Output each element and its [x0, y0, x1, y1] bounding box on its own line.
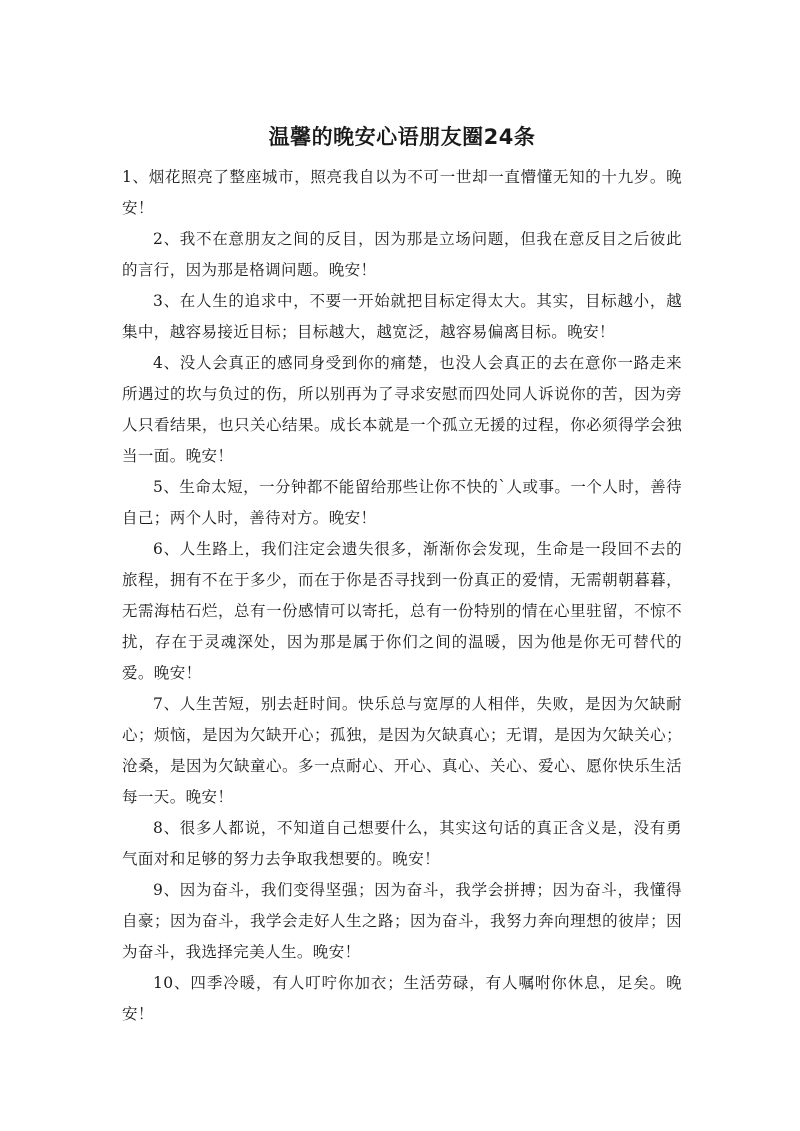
paragraph-3: 3、在人生的追求中，不要一开始就把目标定得太大。其实，目标越小，越集中，越容易接近目标；目标越大，越宽泛，越容易偏离目标。晚安！: [122, 292, 682, 341]
paragraph-7: 7、人生苦短，别去赶时间。快乐总与宽厚的人相伴，失败，是因为欠缺耐心；烦恼，是因为欠缺开心；孤独，是因为欠缺真心；无谓，是因为欠缺关心；沧桑，是因为欠缺童心。多一点耐心、开心、真心、关心、爱心、愿你快乐生活每一天。晚安！: [122, 695, 682, 806]
paragraph-9: 9、因为奋斗，我们变得坚强；因为奋斗，我学会拼搏；因为奋斗，我懂得自豪；因为奋斗，我学会走好人生之路；因为奋斗，我努力奔向理想的彼岸；因为奋斗，我选择完美人生。晚安！: [122, 881, 682, 961]
paragraph-4: 4、没人会真正的感同身受到你的痛楚，也没人会真正的去在意你一路走来所遇过的坎与负过的伤，所以别再为了寻求安慰而四处同人诉说你的苦，因为旁人只看结果，也只关心结果。成长本就是一个孤立无援的过程，你必须得学会独当一面。晚安！: [122, 354, 682, 465]
paragraph-1: 1、烟花照亮了整座城市，照亮我自以为不可一世却一直懵懂无知的十九岁。晚安！: [122, 168, 682, 217]
paragraph-10: 10、四季冷暖，有人叮咛你加衣；生活劳碌，有人嘱咐你休息，足矣。晚安！: [122, 974, 682, 1023]
paragraph-5: 5、生命太短，一分钟都不能留给那些让你不快的`人或事。一个人时，善待自己；两个人时，善待对方。晚安！: [122, 478, 682, 527]
paragraph-6: 6、人生路上，我们注定会遗失很多，渐渐你会发现，生命是一段回不去的旅程，拥有不在于多少，而在于你是否寻找到一份真正的爱情，无需朝朝暮暮，无需海枯石烂，总有一份感情可以寄托，总有一份特别的情在心里驻留，不惊不扰，存在于灵魂深处，因为那是属于你们之间的温暖，因为他是你无可替代的爱。晚安！: [122, 540, 682, 682]
paragraph-2: 2、我不在意朋友之间的反目，因为那是立场问题，但我在意反目之后彼此的言行，因为那是格调问题。晚安！: [122, 230, 682, 279]
document-title: 温馨的晚安心语朋友圈24条: [268, 125, 536, 149]
paragraph-8: 8、很多人都说，不知道自己想要什么，其实这句话的真正含义是，没有勇气面对和足够的努力去争取我想要的。晚安！: [122, 819, 682, 868]
